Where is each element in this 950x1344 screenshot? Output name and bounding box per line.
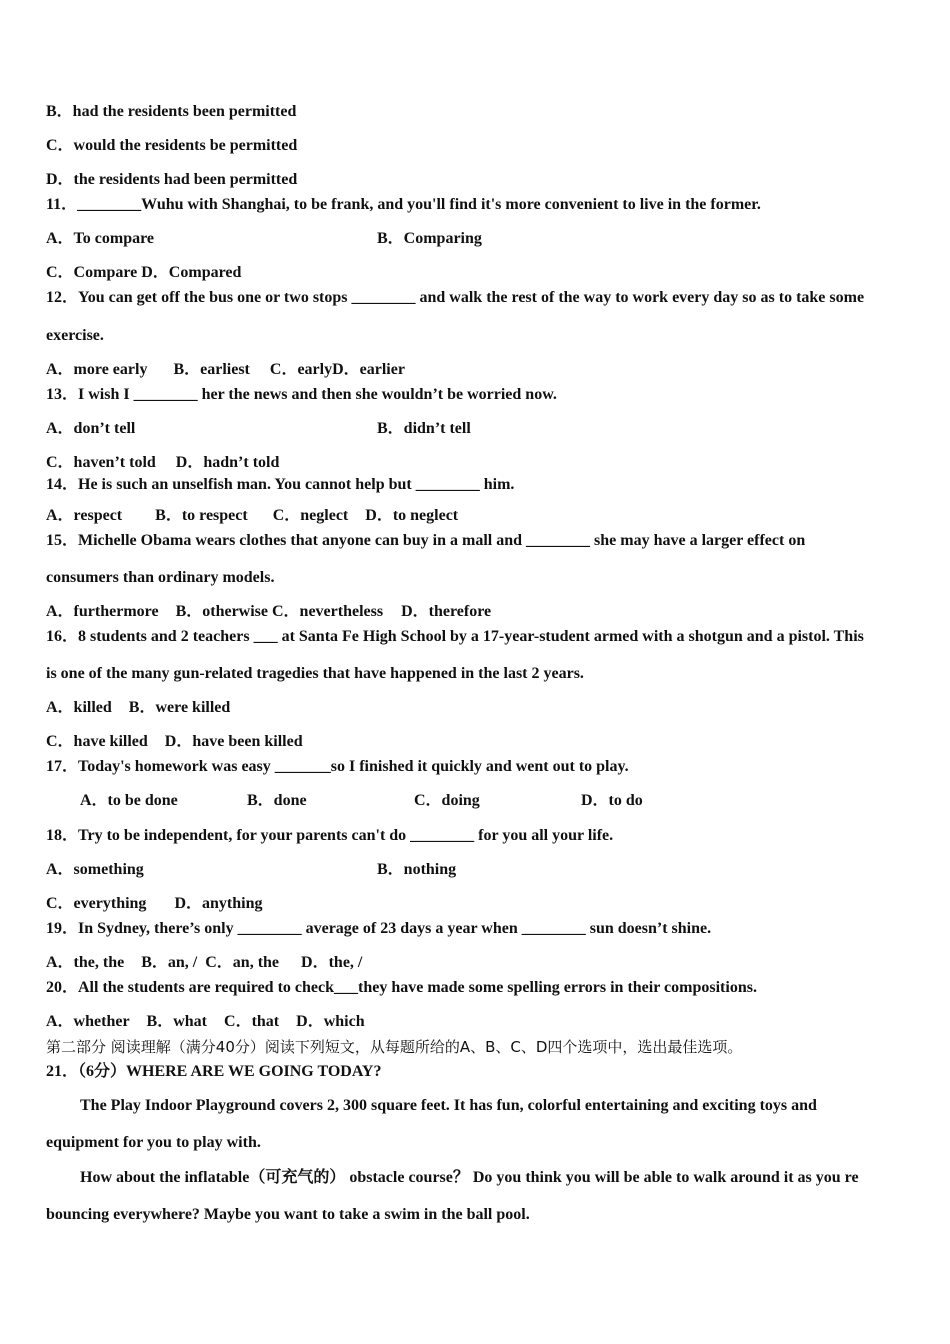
q15-option-bc: B．otherwise C．nevertheless [175,603,384,620]
q13-option-a: A．don’t tell [46,420,136,437]
q19-options [46,953,362,973]
q14-option-a: A．respect [46,507,123,524]
q13-options-cd [46,453,279,473]
q21-title: 21．（6分）WHERE ARE WE GOING TODAY? [46,1063,382,1080]
q13-stem: 13．I wish I ________ her the news and then she wouldn’t be worried now. [46,386,557,403]
passage-p2-line2: bouncing everywhere? Maybe you want to take a swim in the ball pool. [46,1206,530,1223]
q20-options [46,1012,365,1032]
passage-p1-line1: The Play Indoor Playground covers 2, 300 square feet. It has fun, colorful entertaining and exciting toys and [80,1097,817,1114]
q14-options [46,506,458,526]
passage-p1-line2: equipment for you to play with. [46,1134,261,1151]
q20-option-b: B．what [146,1013,208,1030]
q12-option-cd: C．earlyD．earlier [269,361,405,378]
q16-option-a: A．killed [46,699,112,716]
q12-option-b: B．earliest [173,361,250,378]
q13-option-c: C．haven’t told [46,454,156,471]
q16-options-ab [46,698,230,718]
q17-stem: 17．Today's homework was easy _______so I finished it quickly and went out to play. [46,758,629,775]
q19-stem: 19．In Sydney, there’s only ________ average of 23 days a year when ________ sun doesn’t shine. [46,920,712,937]
q16-options-cd [46,732,303,752]
q19-option-a: A．the, the [46,954,125,971]
q20-option-d: D．which [296,1013,365,1030]
q18-option-a: A．something [46,861,144,878]
q15-stem-line2: consumers than ordinary models. [46,569,275,586]
q15-options [46,602,491,622]
q18-option-c: C．everything [46,895,147,912]
q10-option-b: B．had the residents been permitted [46,103,297,120]
q11-option-b: B．Comparing [377,230,482,247]
q12-options [46,360,405,380]
q18-options-cd [46,894,262,914]
q13-option-d: D．hadn’t told [175,454,280,471]
q16-option-d: D．have been killed [164,733,303,750]
passage-p2-line1: How about the inflatable（可充气的） obstacle course？ Do you think you will be able to walk around it as you re [80,1169,859,1186]
q19-option-c: C．an, the [205,954,280,971]
q17-option-c: C．doing [414,792,480,809]
q15-stem-line1: 15．Michelle Obama wears clothes that anyone can buy in a mall and ________ she may have a larger effect on [46,532,806,549]
q14-option-c: C．neglect [272,507,349,524]
q16-stem-line2: is one of the many gun-related tragedies that have happened in the last 2 years. [46,665,584,682]
q16-option-c: C．have killed [46,733,148,750]
q12-stem-line1: 12．You can get off the bus one or two stops ________ and walk the rest of the way to work every day so as to take some [46,289,865,306]
q15-option-d: D．therefore [401,603,492,620]
q20-option-a: A．whether [46,1013,130,1030]
q18-stem: 18．Try to be independent, for your parents can't do ________ for you all your life. [46,827,614,844]
q10-option-c: C．would the residents be permitted [46,137,298,154]
q17-option-a: A．to be done [80,792,178,809]
q17-option-d: D．to do [581,792,643,809]
q20-stem: 20．All the students are required to check___they have made some spelling errors in their compositions. [46,979,757,996]
q18-option-b: B．nothing [377,861,457,878]
q11-option-a: A．To compare [46,230,155,247]
q18-option-d: D．anything [174,895,263,912]
part2-heading: 第二部分 阅读理解（满分40分）阅读下列短文，从每题所给的A、B、C、D四个选项中，选出最佳选项。 [46,1038,743,1056]
q11-option-cd: C．Compare D．Compared [46,264,242,281]
q16-stem-line1: 16．8 students and 2 teachers ___ at Santa Fe High School by a 17-year-student armed with a shotgun and a pistol. This [46,628,864,645]
q14-stem: 14．He is such an unselfish man. You cannot help but ________ him. [46,476,515,493]
q17-option-b: B．done [247,792,307,809]
q20-option-c: C．that [224,1013,280,1030]
q19-option-d: D．the, / [301,954,363,971]
q12-stem-line2: exercise. [46,327,104,344]
q19-option-b: B．an, / [141,954,198,971]
q11-stem: 11．________Wuhu with Shanghai, to be frank, and you'll find it's more convenient to live in the former. [46,196,761,213]
q13-option-b: B．didn’t tell [377,420,471,437]
q16-option-b: B．were killed [128,699,231,716]
q14-option-d: D．to neglect [365,507,459,524]
q10-option-d: D．the residents had been permitted [46,171,298,188]
q15-option-a: A．furthermore [46,603,159,620]
q14-option-b: B．to respect [155,507,248,524]
q12-option-a: A．more early [46,361,148,378]
